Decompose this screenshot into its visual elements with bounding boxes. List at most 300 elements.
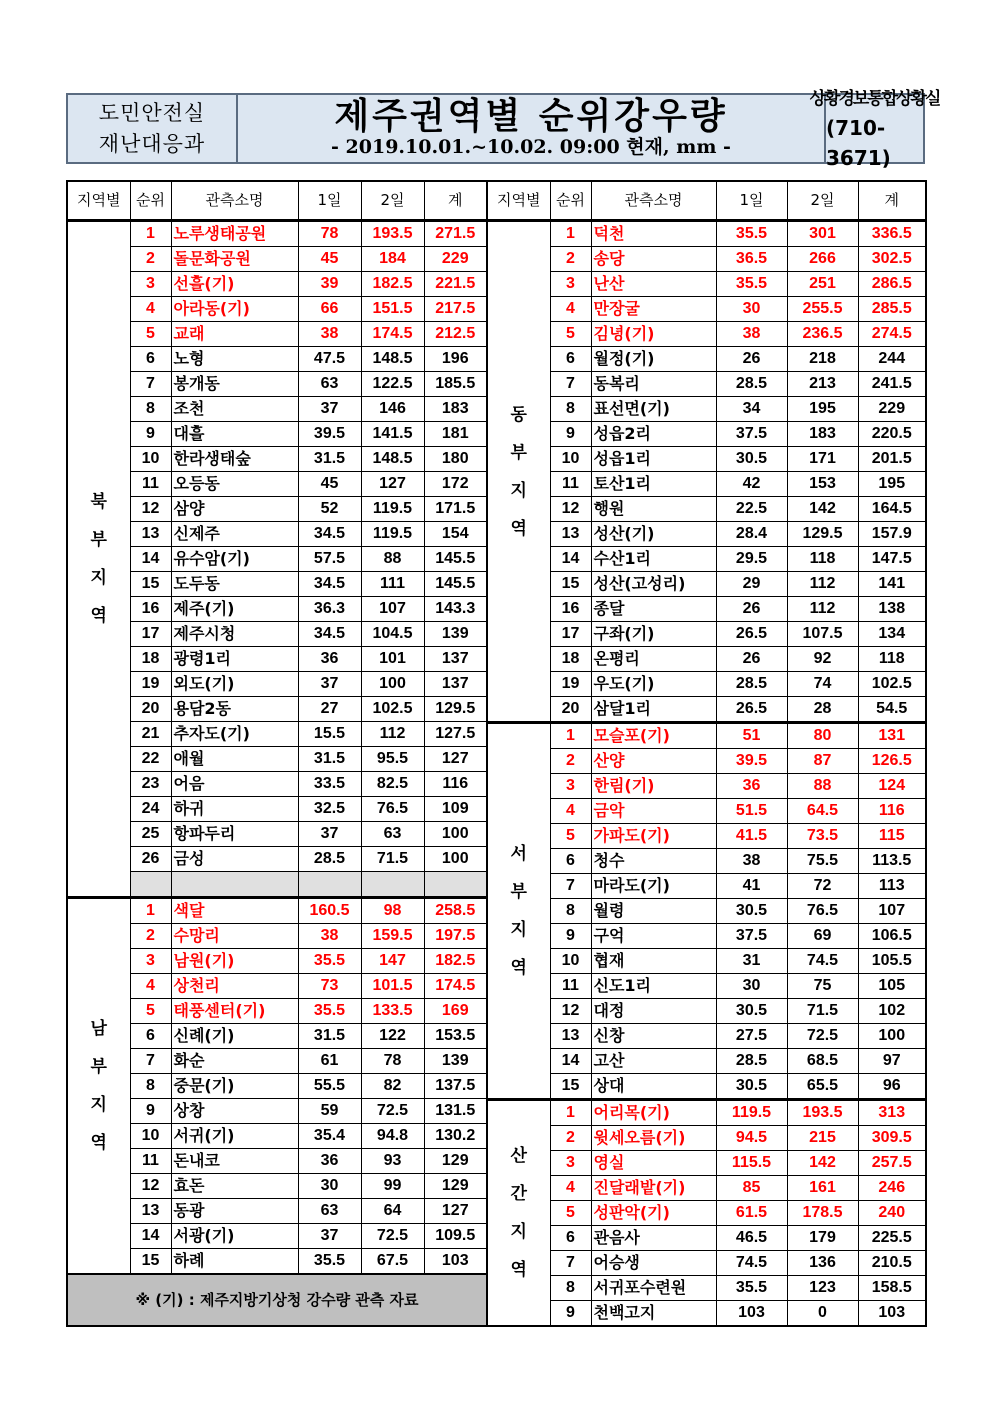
rank-cell: 9 bbox=[130, 1099, 171, 1124]
day1-cell: 61 bbox=[298, 1049, 361, 1074]
table-row bbox=[67, 647, 487, 672]
total-cell: 100 bbox=[424, 822, 487, 847]
total-cell: 116 bbox=[424, 772, 487, 797]
day1-cell: 35.5 bbox=[298, 949, 361, 974]
day2-cell: 72.5 bbox=[787, 1024, 858, 1049]
day1-cell: 31.5 bbox=[298, 447, 361, 472]
station-name: 서광(기) bbox=[173, 1226, 235, 1245]
day1-cell: 28.4 bbox=[716, 522, 787, 547]
station-name: 고산 bbox=[593, 1051, 625, 1070]
total-cell: 257.5 bbox=[858, 1151, 926, 1176]
total-cell: 225.5 bbox=[858, 1226, 926, 1251]
station-name: 오등동 bbox=[173, 474, 220, 493]
station-name-cell bbox=[171, 647, 298, 672]
station-name-cell bbox=[591, 547, 716, 572]
station-name: 신도1리 bbox=[593, 976, 652, 995]
station-name: 교래 bbox=[173, 324, 205, 343]
day2-cell: 146 bbox=[361, 397, 424, 422]
station-name-cell bbox=[591, 1276, 716, 1301]
day2-cell: 76.5 bbox=[361, 797, 424, 822]
station-name-cell bbox=[591, 497, 716, 522]
day2-cell: 136 bbox=[787, 1251, 858, 1276]
station-name-cell bbox=[171, 1099, 298, 1124]
day1-cell: 36 bbox=[716, 774, 787, 799]
total-cell: 102.5 bbox=[858, 672, 926, 697]
day2-cell: 171 bbox=[787, 447, 858, 472]
rank-cell: 20 bbox=[130, 697, 171, 722]
day2-cell: 142 bbox=[787, 497, 858, 522]
rank-cell: 5 bbox=[550, 1201, 591, 1226]
day1-cell: 26 bbox=[716, 647, 787, 672]
region-char: 간 bbox=[510, 1184, 527, 1204]
station-name: 하귀 bbox=[173, 799, 205, 818]
table-row bbox=[67, 797, 487, 822]
rank-cell: 20 bbox=[550, 697, 591, 723]
day1-cell: 32.5 bbox=[298, 797, 361, 822]
day2-cell: 76.5 bbox=[787, 899, 858, 924]
rank-cell: 2 bbox=[550, 1126, 591, 1151]
station-name-cell bbox=[591, 221, 716, 247]
station-name: 어음 bbox=[173, 774, 205, 793]
station-name: 모슬포(기) bbox=[593, 726, 670, 745]
station-name-cell bbox=[591, 849, 716, 874]
day2-cell: 148.5 bbox=[361, 447, 424, 472]
station-name: 성판악(기) bbox=[593, 1203, 670, 1222]
table-row bbox=[487, 1024, 926, 1049]
station-name: 유수암(기) bbox=[173, 549, 250, 568]
day2-cell: 161 bbox=[787, 1176, 858, 1201]
col-rank: 순위 bbox=[550, 181, 591, 221]
total-cell: 106.5 bbox=[858, 924, 926, 949]
day1-cell: 27.5 bbox=[716, 1024, 787, 1049]
station-name: 색달 bbox=[173, 901, 205, 920]
region-char: 지 bbox=[510, 1222, 527, 1242]
table-row bbox=[487, 1276, 926, 1301]
day1-cell: 34 bbox=[716, 397, 787, 422]
table-row bbox=[487, 447, 926, 472]
day2-cell: 213 bbox=[787, 372, 858, 397]
total-cell: 127 bbox=[424, 1199, 487, 1224]
day1-cell: 35.5 bbox=[298, 999, 361, 1024]
total-cell: 195 bbox=[858, 472, 926, 497]
station-name: 천백고지 bbox=[593, 1303, 656, 1322]
table-row bbox=[67, 697, 487, 722]
table-row bbox=[67, 622, 487, 647]
table-row bbox=[67, 221, 487, 247]
table-row bbox=[67, 297, 487, 322]
station-name-cell bbox=[171, 497, 298, 522]
day1-cell: 37 bbox=[298, 397, 361, 422]
department-line1: 도민안전실 bbox=[98, 100, 206, 125]
day1-cell: 30.5 bbox=[716, 899, 787, 924]
station-name: 태풍센터(기) bbox=[173, 1001, 266, 1020]
day1-cell: 38 bbox=[298, 322, 361, 347]
total-cell: 274.5 bbox=[858, 322, 926, 347]
rank-cell: 19 bbox=[130, 672, 171, 697]
day2-cell: 151.5 bbox=[361, 297, 424, 322]
station-name: 김녕(기) bbox=[593, 324, 655, 343]
station-name-cell bbox=[171, 272, 298, 297]
station-name-cell bbox=[171, 898, 298, 924]
table-row bbox=[487, 1226, 926, 1251]
day1-cell: 63 bbox=[298, 372, 361, 397]
day2-cell: 65.5 bbox=[787, 1074, 858, 1100]
total-cell: 302.5 bbox=[858, 247, 926, 272]
rank-cell: 3 bbox=[130, 949, 171, 974]
rank-cell: 4 bbox=[130, 974, 171, 999]
day2-cell: 118 bbox=[787, 547, 858, 572]
table-row bbox=[487, 1049, 926, 1074]
table-row bbox=[487, 899, 926, 924]
station-name-cell bbox=[591, 1074, 716, 1100]
station-name: 구억 bbox=[593, 926, 625, 945]
rank-cell: 3 bbox=[130, 272, 171, 297]
day2-cell: 87 bbox=[787, 749, 858, 774]
day2-cell: 72.5 bbox=[361, 1099, 424, 1124]
total-cell: 105 bbox=[858, 974, 926, 999]
day1-cell: 28.5 bbox=[716, 672, 787, 697]
table-row bbox=[67, 372, 487, 397]
table-row bbox=[67, 272, 487, 297]
station-name-cell bbox=[591, 372, 716, 397]
day1-cell: 55.5 bbox=[298, 1074, 361, 1099]
rank-cell: 12 bbox=[550, 999, 591, 1024]
rank-cell: 12 bbox=[130, 1174, 171, 1199]
table-row bbox=[487, 999, 926, 1024]
region-char: 부 bbox=[90, 530, 107, 550]
day1-cell: 45 bbox=[298, 247, 361, 272]
day2-cell: 73.5 bbox=[787, 824, 858, 849]
day1-cell: 160.5 bbox=[298, 898, 361, 924]
title-box bbox=[238, 95, 824, 162]
total-cell: 137.5 bbox=[424, 1074, 487, 1099]
table-row bbox=[487, 1201, 926, 1226]
total-cell: 126.5 bbox=[858, 749, 926, 774]
rank-cell: 17 bbox=[130, 622, 171, 647]
station-name-cell bbox=[591, 899, 716, 924]
day2-cell: 101 bbox=[361, 647, 424, 672]
col-day2: 2일 bbox=[361, 181, 424, 221]
department-line2: 재난대응과 bbox=[98, 131, 206, 156]
station-name-cell bbox=[591, 1226, 716, 1251]
total-cell: 127 bbox=[424, 747, 487, 772]
total-cell: 127.5 bbox=[424, 722, 487, 747]
total-cell: 113 bbox=[858, 874, 926, 899]
station-name-cell bbox=[171, 672, 298, 697]
day1-cell: 52 bbox=[298, 497, 361, 522]
total-cell: 96 bbox=[858, 1074, 926, 1100]
day1-cell: 27 bbox=[298, 697, 361, 722]
rank-cell: 2 bbox=[130, 924, 171, 949]
rank-cell: 3 bbox=[550, 272, 591, 297]
table-row bbox=[487, 422, 926, 447]
station-name: 외도(기) bbox=[173, 674, 235, 693]
day2-cell: 112 bbox=[787, 572, 858, 597]
station-name: 상대 bbox=[593, 1076, 625, 1095]
day2-cell: 99 bbox=[361, 1174, 424, 1199]
station-name-cell bbox=[591, 749, 716, 774]
total-cell: 97 bbox=[858, 1049, 926, 1074]
table-row bbox=[487, 1100, 926, 1126]
station-name: 조천 bbox=[173, 399, 205, 418]
day2-cell: 104.5 bbox=[361, 622, 424, 647]
total-cell: 164.5 bbox=[858, 497, 926, 522]
col-region: 지역별 bbox=[67, 181, 130, 221]
station-name: 덕천 bbox=[593, 224, 625, 243]
table-row bbox=[67, 822, 487, 847]
rank-cell: 8 bbox=[550, 899, 591, 924]
day2-cell: 193.5 bbox=[787, 1100, 858, 1126]
total-cell: 145.5 bbox=[424, 572, 487, 597]
rank-cell: 1 bbox=[550, 723, 591, 749]
total-cell: 180 bbox=[424, 447, 487, 472]
station-name: 신창 bbox=[593, 1026, 625, 1045]
table-row bbox=[67, 1199, 487, 1224]
station-name-cell bbox=[171, 247, 298, 272]
day2-cell: 75.5 bbox=[787, 849, 858, 874]
station-name: 광령1리 bbox=[173, 649, 232, 668]
station-name: 마라도(기) bbox=[593, 876, 670, 895]
station-name: 토산1리 bbox=[593, 474, 652, 493]
total-cell: 131 bbox=[858, 723, 926, 749]
total-cell: 313 bbox=[858, 1100, 926, 1126]
station-name-cell bbox=[591, 1024, 716, 1049]
day1-cell: 47.5 bbox=[298, 347, 361, 372]
region-char: 남 bbox=[90, 1019, 107, 1039]
table-row bbox=[67, 472, 487, 497]
station-name-cell bbox=[171, 1024, 298, 1049]
day1-cell: 26 bbox=[716, 347, 787, 372]
rank-cell: 4 bbox=[130, 297, 171, 322]
table-row bbox=[67, 974, 487, 999]
station-name: 월령 bbox=[593, 901, 625, 920]
day1-cell: 59 bbox=[298, 1099, 361, 1124]
station-name: 애월 bbox=[173, 749, 205, 768]
day2-cell: 122.5 bbox=[361, 372, 424, 397]
table-row bbox=[67, 898, 487, 924]
col-station: 관측소명 bbox=[591, 181, 716, 221]
total-cell: 244 bbox=[858, 347, 926, 372]
station-name-cell bbox=[591, 1301, 716, 1327]
department-box bbox=[68, 95, 238, 162]
day1-cell: 94.5 bbox=[716, 1126, 787, 1151]
day2-cell: 0 bbox=[787, 1301, 858, 1327]
day2-cell: 64 bbox=[361, 1199, 424, 1224]
station-name-cell bbox=[591, 1201, 716, 1226]
rank-cell: 13 bbox=[130, 522, 171, 547]
col-rank: 순위 bbox=[130, 181, 171, 221]
table-row bbox=[67, 572, 487, 597]
region-west bbox=[487, 723, 550, 1100]
station-name: 난산 bbox=[593, 274, 625, 293]
rank-cell: 13 bbox=[550, 522, 591, 547]
rank-cell: 8 bbox=[550, 397, 591, 422]
station-name-cell bbox=[591, 447, 716, 472]
day1-cell: 30.5 bbox=[716, 1074, 787, 1100]
station-name: 신제주 bbox=[173, 524, 220, 543]
day1-cell: 37.5 bbox=[716, 924, 787, 949]
blank-cell bbox=[171, 872, 298, 898]
station-name-cell bbox=[591, 799, 716, 824]
day1-cell: 66 bbox=[298, 297, 361, 322]
table-row bbox=[67, 597, 487, 622]
table-row bbox=[67, 722, 487, 747]
rank-cell: 11 bbox=[130, 1149, 171, 1174]
day1-cell: 30 bbox=[298, 1174, 361, 1199]
station-name: 성산(기) bbox=[593, 524, 655, 543]
rank-cell: 12 bbox=[550, 497, 591, 522]
region-char: 동 bbox=[510, 404, 527, 425]
day1-cell: 37.5 bbox=[716, 422, 787, 447]
total-cell: 129.5 bbox=[424, 697, 487, 722]
total-cell: 174.5 bbox=[424, 974, 487, 999]
day2-cell: 183 bbox=[787, 422, 858, 447]
table-row bbox=[67, 949, 487, 974]
day2-cell: 251 bbox=[787, 272, 858, 297]
day2-cell: 111 bbox=[361, 572, 424, 597]
station-name-cell bbox=[591, 272, 716, 297]
station-name-cell bbox=[591, 1251, 716, 1276]
station-name-cell bbox=[591, 774, 716, 799]
day1-cell: 30.5 bbox=[716, 999, 787, 1024]
day2-cell: 100 bbox=[361, 672, 424, 697]
table-row bbox=[487, 849, 926, 874]
day2-cell: 82.5 bbox=[361, 772, 424, 797]
station-name: 추자도(기) bbox=[173, 724, 250, 743]
station-name: 서귀(기) bbox=[173, 1126, 235, 1145]
day1-cell: 22.5 bbox=[716, 497, 787, 522]
rank-cell: 2 bbox=[550, 247, 591, 272]
day2-cell: 88 bbox=[361, 547, 424, 572]
station-name-cell bbox=[591, 522, 716, 547]
total-cell: 124 bbox=[858, 774, 926, 799]
total-cell: 54.5 bbox=[858, 697, 926, 723]
station-name: 수망리 bbox=[173, 926, 220, 945]
table-row bbox=[67, 1174, 487, 1199]
station-name: 관음사 bbox=[593, 1228, 640, 1247]
station-name-cell bbox=[591, 422, 716, 447]
table-row bbox=[487, 322, 926, 347]
station-name-cell bbox=[171, 822, 298, 847]
blank-cell bbox=[361, 872, 424, 898]
table-row bbox=[487, 799, 926, 824]
total-cell: 229 bbox=[424, 247, 487, 272]
day2-cell: 72.5 bbox=[361, 1224, 424, 1249]
blank-row bbox=[67, 872, 487, 898]
region-char: 부 bbox=[510, 442, 527, 463]
total-cell: 134 bbox=[858, 622, 926, 647]
day1-cell: 41.5 bbox=[716, 824, 787, 849]
rank-cell: 15 bbox=[130, 572, 171, 597]
day1-cell: 36.5 bbox=[716, 247, 787, 272]
day1-cell: 33.5 bbox=[298, 772, 361, 797]
rank-cell: 1 bbox=[550, 221, 591, 247]
day1-cell: 35.5 bbox=[716, 272, 787, 297]
table-row bbox=[67, 1224, 487, 1249]
station-name: 용담2동 bbox=[173, 699, 232, 718]
station-name: 한라생태숲 bbox=[173, 449, 251, 468]
total-cell: 118 bbox=[858, 647, 926, 672]
station-name: 성산(고성리) bbox=[593, 574, 686, 593]
footnote: ※ (기) : 제주지방기상청 강수량 관측 자료 bbox=[67, 1274, 487, 1326]
day1-cell: 34.5 bbox=[298, 522, 361, 547]
region-char: 지 bbox=[510, 920, 527, 940]
report-title: 제주권역별 순위강우량 bbox=[334, 96, 728, 137]
day1-cell: 29 bbox=[716, 572, 787, 597]
station-name-cell bbox=[171, 1074, 298, 1099]
rank-cell: 4 bbox=[550, 297, 591, 322]
station-name-cell bbox=[171, 1124, 298, 1149]
day2-cell: 218 bbox=[787, 347, 858, 372]
station-name: 아라동(기) bbox=[173, 299, 250, 318]
region-char: 산 bbox=[510, 1146, 527, 1166]
station-name-cell bbox=[591, 1049, 716, 1074]
station-name: 표선면(기) bbox=[593, 399, 670, 418]
station-name-cell bbox=[171, 447, 298, 472]
region-char: 역 bbox=[510, 1260, 527, 1280]
total-cell: 286.5 bbox=[858, 272, 926, 297]
day2-cell: 75 bbox=[787, 974, 858, 999]
day1-cell: 35.4 bbox=[298, 1124, 361, 1149]
rank-cell: 8 bbox=[130, 1074, 171, 1099]
table-row bbox=[487, 497, 926, 522]
day2-cell: 94.8 bbox=[361, 1124, 424, 1149]
total-cell: 158.5 bbox=[858, 1276, 926, 1301]
table-row bbox=[487, 723, 926, 749]
day1-cell: 28.5 bbox=[716, 372, 787, 397]
rank-cell: 1 bbox=[550, 1100, 591, 1126]
day1-cell: 35.5 bbox=[298, 1249, 361, 1275]
rank-cell: 22 bbox=[130, 747, 171, 772]
day2-cell: 93 bbox=[361, 1149, 424, 1174]
day2-cell: 184 bbox=[361, 247, 424, 272]
station-name: 신례(기) bbox=[173, 1026, 235, 1045]
day1-cell: 31.5 bbox=[298, 747, 361, 772]
rank-cell: 5 bbox=[130, 322, 171, 347]
total-cell: 210.5 bbox=[858, 1251, 926, 1276]
station-name-cell bbox=[171, 221, 298, 247]
station-name: 어리목(기) bbox=[593, 1103, 670, 1122]
rank-cell: 4 bbox=[550, 799, 591, 824]
report-date: - 2019.10.01.~10.02. 09:00 현재, mm - bbox=[331, 136, 731, 158]
day1-cell: 15.5 bbox=[298, 722, 361, 747]
rank-cell: 2 bbox=[550, 749, 591, 774]
station-name-cell bbox=[591, 297, 716, 322]
total-cell: 196 bbox=[424, 347, 487, 372]
total-cell: 285.5 bbox=[858, 297, 926, 322]
rank-cell: 10 bbox=[550, 447, 591, 472]
day1-cell: 34.5 bbox=[298, 622, 361, 647]
station-name: 상천리 bbox=[173, 976, 220, 995]
rank-cell: 8 bbox=[550, 1276, 591, 1301]
day2-cell: 129.5 bbox=[787, 522, 858, 547]
day2-cell: 69 bbox=[787, 924, 858, 949]
station-name: 삼달1리 bbox=[593, 699, 652, 718]
total-cell: 141 bbox=[858, 572, 926, 597]
station-name: 협재 bbox=[593, 951, 625, 970]
col-total: 계 bbox=[858, 181, 926, 221]
station-name: 영실 bbox=[593, 1153, 625, 1172]
day1-cell: 61.5 bbox=[716, 1201, 787, 1226]
total-cell: 182.5 bbox=[424, 949, 487, 974]
station-name: 노루생태공원 bbox=[173, 224, 267, 243]
contact-phone: (710-3671) bbox=[826, 115, 891, 170]
station-name: 상창 bbox=[173, 1101, 205, 1120]
table-row bbox=[67, 672, 487, 697]
day2-cell: 71.5 bbox=[361, 847, 424, 872]
total-cell: 258.5 bbox=[424, 898, 487, 924]
day2-cell: 92 bbox=[787, 647, 858, 672]
